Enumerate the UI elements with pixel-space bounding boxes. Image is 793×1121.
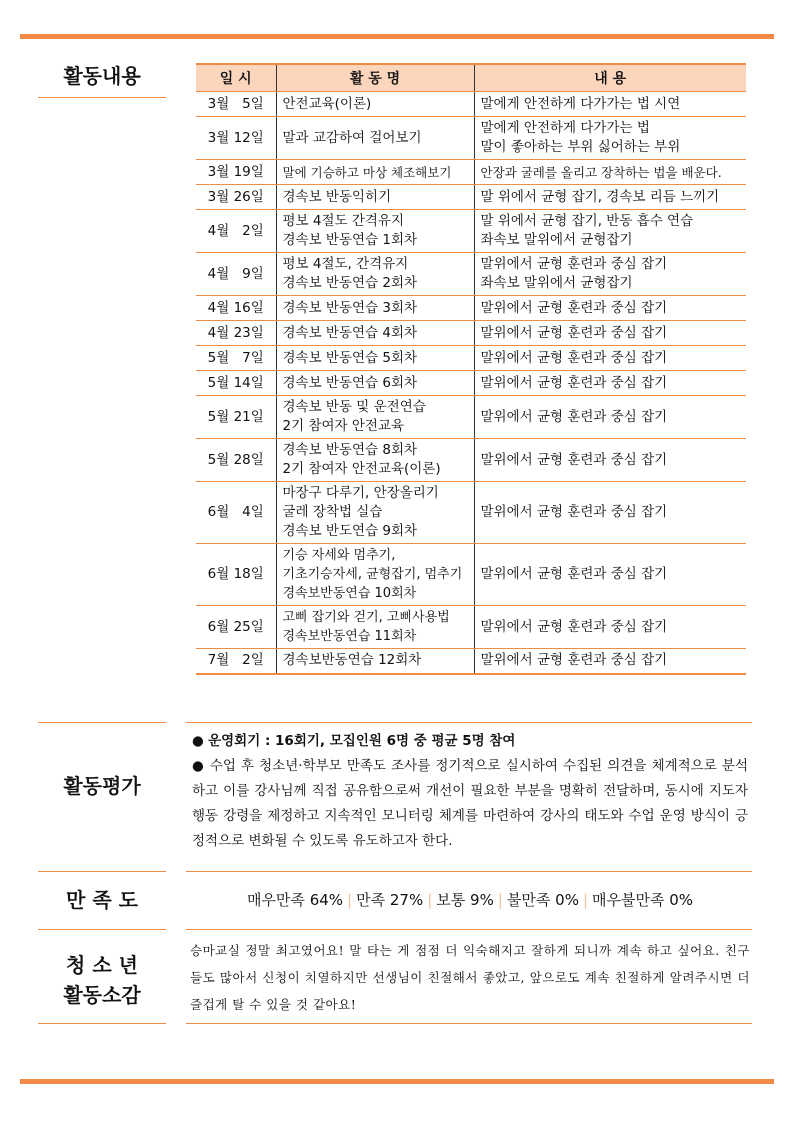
- satisfaction-value: 0%: [669, 891, 694, 909]
- row-activity: 말과 교감하여 걸어보기: [276, 117, 474, 160]
- row-content: 말 위에서 균형 잡기, 반동 흡수 연습 좌속보 말위에서 균형잡기: [474, 210, 746, 253]
- row-activity: 경속보 반동익히기: [276, 185, 474, 210]
- section-divider: [38, 929, 166, 930]
- row-content: 말위에서 균형 훈련과 중심 잡기 좌속보 말위에서 균형잡기: [474, 253, 746, 296]
- row-date: 7월 2일: [196, 649, 276, 674]
- section-divider: [186, 929, 752, 930]
- satisfaction-value: 9%: [470, 891, 494, 909]
- row-date: 6월 4일: [196, 482, 276, 544]
- bullet-icon: ●: [192, 733, 204, 749]
- table-row: [196, 253, 746, 296]
- satisfaction-item: [247, 891, 343, 909]
- row-activity: 경속보반동연습 12회차: [276, 649, 474, 674]
- row-content: 말위에서 균형 훈련과 중심 잡기: [474, 321, 746, 346]
- table-row: [196, 544, 746, 606]
- youth-opinion-text: 승마교실 정말 최고였어요! 말 타는 게 점점 더 익숙해지고 잘하게 되니까 계속 하고 싶어요. 친구들도 많아서 신청이 치열하지만 선생님이 친절해서 좋았고, 앞으로도 계속 친절하게 알려주시면 더 즐겁게 탈 수 있을 것 같아요!: [190, 943, 750, 1012]
- section-divider: [186, 1023, 752, 1024]
- separator: |: [427, 891, 433, 909]
- row-content: 안장과 굴레를 올리고 장착하는 법을 배운다.: [474, 160, 746, 185]
- section-label-line: 활동소감: [63, 983, 141, 1007]
- section-label-satisfaction: 만 족 도: [66, 888, 138, 912]
- satisfaction-results: [192, 889, 748, 910]
- table-row: [196, 185, 746, 210]
- row-content: 말위에서 균형 훈련과 중심 잡기: [474, 482, 746, 544]
- row-date: 3월 19일: [196, 160, 276, 185]
- row-date: 6월 25일: [196, 606, 276, 649]
- row-activity: 경속보 반동연습 6회차: [276, 371, 474, 396]
- row-activity: 고삐 잡기와 걷기, 고삐사용법 경속보반동연습 11회차: [276, 606, 474, 649]
- table-row: [196, 296, 746, 321]
- table-row: [196, 210, 746, 253]
- row-date: 4월 23일: [196, 321, 276, 346]
- row-date: 5월 7일: [196, 346, 276, 371]
- row-content: 말에게 안전하게 다가가는 법 시연: [474, 92, 746, 117]
- schedule-table: [196, 63, 746, 675]
- separator: |: [497, 891, 503, 909]
- section-divider: [38, 1023, 166, 1024]
- row-activity: 평보 4절도 간격유지 경속보 반동연습 1회차: [276, 210, 474, 253]
- row-date: 5월 21일: [196, 396, 276, 439]
- satisfaction-item: [507, 891, 579, 909]
- row-content: 말위에서 균형 훈련과 중심 잡기: [474, 346, 746, 371]
- row-date: 3월 12일: [196, 117, 276, 160]
- table-row: [196, 606, 746, 649]
- section-label-activity-eval: 활동평가: [63, 774, 141, 798]
- table-row: [196, 117, 746, 160]
- row-content: 말위에서 균형 훈련과 중심 잡기: [474, 606, 746, 649]
- row-date: 5월 14일: [196, 371, 276, 396]
- row-content: 말위에서 균형 훈련과 중심 잡기: [474, 544, 746, 606]
- row-date: 4월 9일: [196, 253, 276, 296]
- row-activity: 경속보 반동연습 8회차 2기 참여자 안전교육(이론): [276, 439, 474, 482]
- evaluation-summary: [192, 729, 748, 754]
- row-content: 말위에서 균형 훈련과 중심 잡기: [474, 439, 746, 482]
- table-row: [196, 92, 746, 117]
- section-divider: [186, 722, 752, 723]
- bullet-icon: ●: [192, 758, 205, 774]
- separator: |: [582, 891, 589, 909]
- row-date: 5월 28일: [196, 439, 276, 482]
- row-activity: 안전교육(이론): [276, 92, 474, 117]
- table-row: [196, 482, 746, 544]
- section-label-line: 청 소 년: [66, 953, 138, 977]
- satisfaction-label: 만족: [356, 891, 386, 909]
- header-activity: 활 동 명: [276, 64, 474, 92]
- section-divider: [38, 97, 166, 98]
- row-activity: 경속보 반동연습 3회차: [276, 296, 474, 321]
- evaluation-detail: [192, 754, 748, 854]
- header-date: 일 시: [196, 64, 276, 92]
- section-divider: [38, 871, 166, 872]
- satisfaction-item: [356, 891, 423, 909]
- row-activity: 기승 자세와 멈추기, 기초기승자세, 균형잡기, 멈추기 경속보반동연습 10회차: [276, 544, 474, 606]
- row-activity: 경속보 반동연습 4회차: [276, 321, 474, 346]
- evaluation-text: [192, 729, 748, 854]
- table-row: [196, 439, 746, 482]
- table-row: [196, 396, 746, 439]
- row-date: 3월 26일: [196, 185, 276, 210]
- row-activity: 경속보 반동연습 5회차: [276, 346, 474, 371]
- row-activity: 경속보 반동 및 운전연습 2기 참여자 안전교육: [276, 396, 474, 439]
- satisfaction-value: 0%: [555, 891, 579, 909]
- row-activity: 평보 4절도, 간격유지 경속보 반동연습 2회차: [276, 253, 474, 296]
- row-date: 3월 5일: [196, 92, 276, 117]
- section-label-activity-content: 활동내용: [63, 64, 141, 88]
- section-divider: [38, 722, 166, 723]
- satisfaction-label: 보통: [436, 891, 466, 909]
- satisfaction-label: 매우만족: [246, 891, 305, 909]
- satisfaction-label: 불만족: [506, 891, 551, 909]
- satisfaction-value: 64%: [309, 891, 344, 909]
- separator: |: [347, 891, 353, 909]
- row-date: 4월 16일: [196, 296, 276, 321]
- evaluation-detail-text: 수업 후 청소년·학부모 만족도 조사를 정기적으로 실시하여 수집된 의견을 체계적으로 분석하고 이를 강사님께 직접 공유함으로써 개선이 필요한 부분을 명확히 전달하며, 동시에 지도자 행동 강령을 제정하고 지속적인 모니터링 체계를 마련하여 강사의 태도와 수업 운영 방식이 긍정적으로 변화될 수 있도록 유도하고자 한다.: [192, 758, 748, 849]
- satisfaction-value: 27%: [389, 891, 424, 909]
- satisfaction-item: [592, 891, 693, 909]
- evaluation-summary-text: 운영회기 : 16회기, 모집인원 6명 중 평균 5명 참여: [208, 733, 516, 749]
- section-label-youth-opinion: [38, 950, 166, 1010]
- table-row: [196, 160, 746, 185]
- row-content: 말위에서 균형 훈련과 중심 잡기: [474, 371, 746, 396]
- bottom-rule: [20, 1079, 774, 1084]
- table-row: [196, 321, 746, 346]
- row-content: 말위에서 균형 훈련과 중심 잡기: [474, 396, 746, 439]
- schedule-header-row: [196, 64, 746, 92]
- row-date: 4월 2일: [196, 210, 276, 253]
- row-content: 말 위에서 균형 잡기, 경속보 리듬 느끼기: [474, 185, 746, 210]
- top-rule: [20, 34, 774, 39]
- section-divider: [186, 871, 752, 872]
- row-activity: 마장구 다루기, 안장올리기 굴레 장착법 실습 경속보 반도연습 9회차: [276, 482, 474, 544]
- header-content: 내 용: [474, 64, 746, 92]
- table-row: [196, 346, 746, 371]
- row-content: 말에게 안전하게 다가가는 법 말이 좋아하는 부위 싫어하는 부위: [474, 117, 746, 160]
- satisfaction-item: [436, 891, 494, 909]
- satisfaction-label: 매우불만족: [592, 891, 665, 909]
- row-activity: 말에 기승하고 마상 체조해보기: [276, 160, 474, 185]
- row-content: 말위에서 균형 훈련과 중심 잡기: [474, 296, 746, 321]
- table-row: [196, 371, 746, 396]
- table-row: [196, 649, 746, 674]
- row-date: 6월 18일: [196, 544, 276, 606]
- row-content: 말위에서 균형 훈련과 중심 잡기: [474, 649, 746, 674]
